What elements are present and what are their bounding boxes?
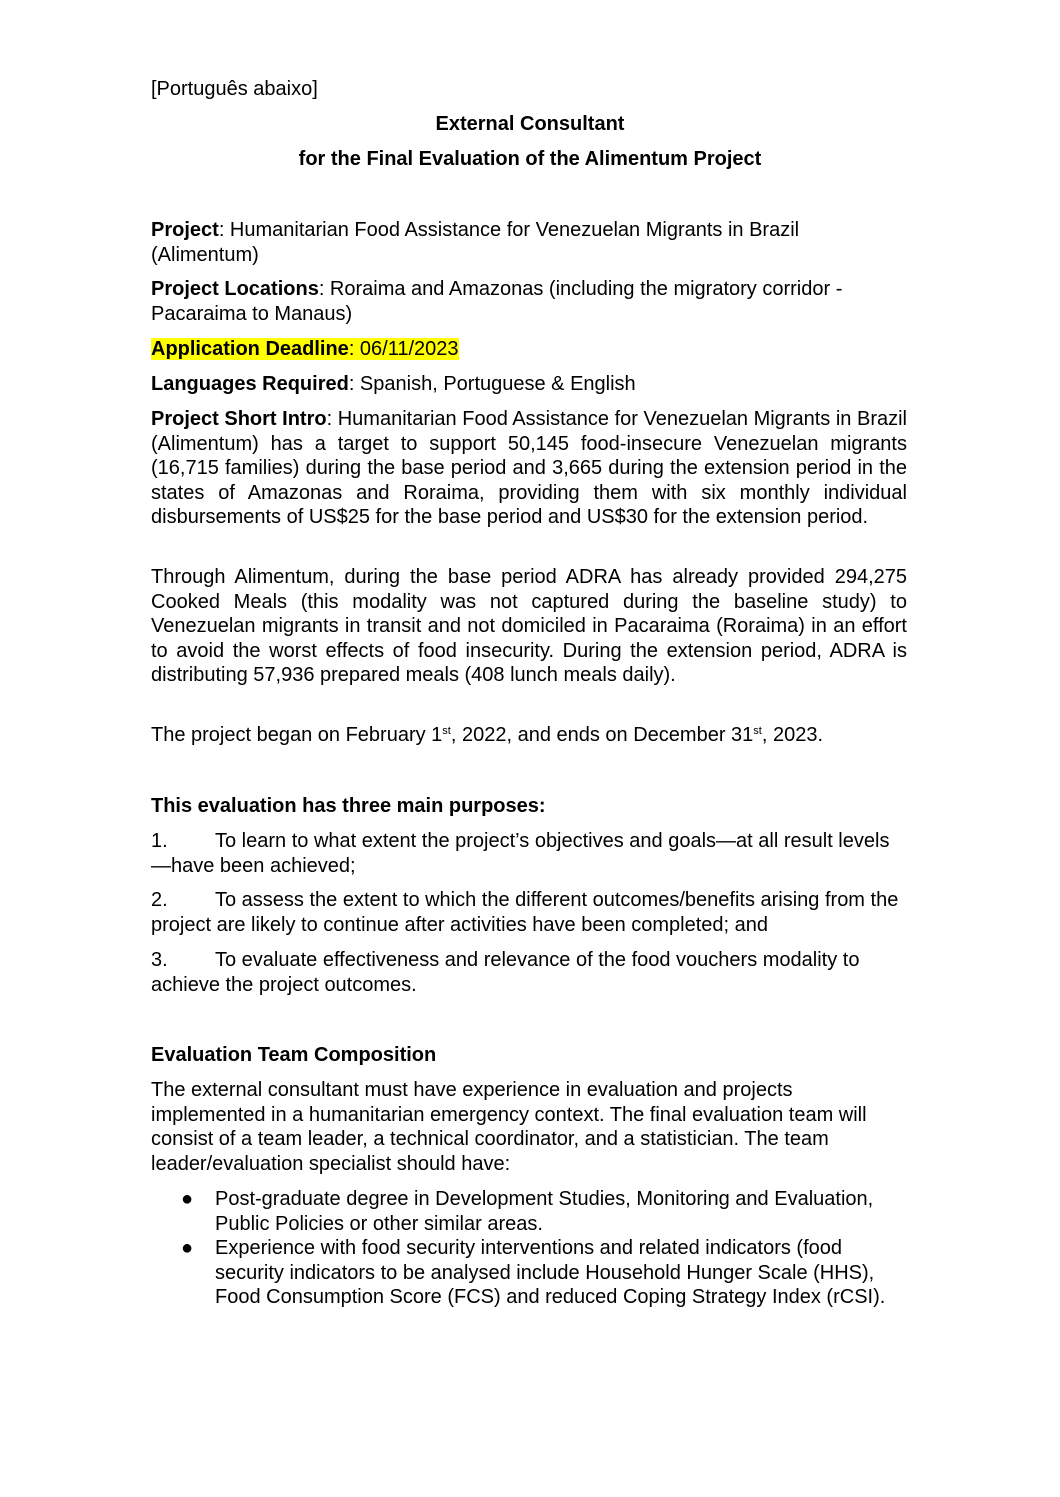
locations-value: : Roraima and Amazonas (including the migratory corridor -Pacaraima to Manaus) <box>151 278 843 325</box>
timeline-part-2: , 2022, and ends on December 31 <box>450 724 754 746</box>
languages-field <box>151 372 907 397</box>
project-label: Project <box>151 219 219 241</box>
qualifications-list <box>151 1187 891 1310</box>
list-item <box>151 1187 891 1236</box>
purpose-text: To learn to what extent the project’s objectives and goals—at all result levels—have been achieved; <box>151 830 890 877</box>
timeline-part-3: , 2023. <box>761 724 824 746</box>
team-heading: Evaluation Team Composition <box>151 1044 437 1066</box>
deadline-highlight <box>151 338 459 360</box>
language-note: [Português abaixo] <box>151 78 318 100</box>
purpose-item-2 <box>151 888 907 937</box>
timeline-sup-1: st <box>442 725 451 737</box>
timeline-paragraph <box>151 723 907 748</box>
purpose-item-1 <box>151 829 907 878</box>
project-intro <box>151 407 907 530</box>
list-item-text: Experience with food security interventions and related indicators (food security indicators to be analysed include Household Hunger Scale (HHS), Food Consumption Score (FCS) and reduced Coping Strategy Index (rCSI). <box>215 1237 886 1308</box>
project-value: : Humanitarian Food Assistance for Venezuelan Migrants in Brazil (Alimentum) <box>151 219 800 266</box>
project-field <box>151 218 907 267</box>
languages-value: : Spanish, Portuguese & English <box>348 373 636 395</box>
purpose-number: 2. <box>151 889 168 911</box>
timeline-sup-2: st <box>753 725 762 737</box>
deadline-field <box>151 337 907 362</box>
purpose-text: To assess the extent to which the different outcomes/benefits arising from the project are likely to continue after activities have been completed; and <box>151 889 899 936</box>
timeline-part-1: The project began on February 1 <box>151 724 443 746</box>
purposes-heading: This evaluation has three main purposes: <box>151 795 546 817</box>
purpose-text: To evaluate effectiveness and relevance of the food vouchers modality to achieve the project outcomes. <box>151 949 860 996</box>
team-intro: The external consultant must have experience in evaluation and projects implemented in a humanitarian emergency context. The final evaluation team will consist of a team leader, a technical coordinator, and a statistician. The team leader/evaluation specialist should have: <box>151 1079 867 1175</box>
intro-value: : Humanitarian Food Assistance for Venezuelan Migrants in Brazil (Alimentum) has a target to support 50,145 food-insecure Venezuelan migrants (16,715 families) during the base period and 3,665 during the extension period in the states of Amazonas and Roraima, providing them with six monthly individual disbursements of US$25 for the base period and US$30 for the extension period. <box>151 408 907 528</box>
title-line-2: for the Final Evaluation of the Alimentum Project <box>298 148 762 170</box>
bullet-icon: ● <box>181 1188 194 1210</box>
locations-label: Project Locations <box>151 278 319 300</box>
purpose-number: 3. <box>151 949 168 971</box>
list-item-text: Post-graduate degree in Development Studies, Monitoring and Evaluation, Public Policies or other similar areas. <box>215 1188 874 1235</box>
purpose-number: 1. <box>151 830 168 852</box>
title-line-1: External Consultant <box>435 113 625 135</box>
deadline-label: Application Deadline <box>151 338 349 360</box>
locations-field <box>151 277 907 326</box>
bullet-icon: ● <box>181 1237 194 1259</box>
intro-label: Project Short Intro <box>151 408 327 430</box>
purpose-item-3 <box>151 948 907 997</box>
through-paragraph: Through Alimentum, during the base period ADRA has already provided 294,275 Cooked Meals (this modality was not captured during the baseline study) to Venezuelan migrants in transit and not domiciled in Pacaraima (Roraima) in an effort to avoid the worst effects of food insecurity. During the extension period, ADRA is distributing 57,936 prepared meals (408 lunch meals daily). <box>151 566 907 686</box>
list-item <box>151 1236 891 1310</box>
deadline-value: : 06/11/2023 <box>348 338 459 360</box>
languages-label: Languages Required <box>151 373 349 395</box>
